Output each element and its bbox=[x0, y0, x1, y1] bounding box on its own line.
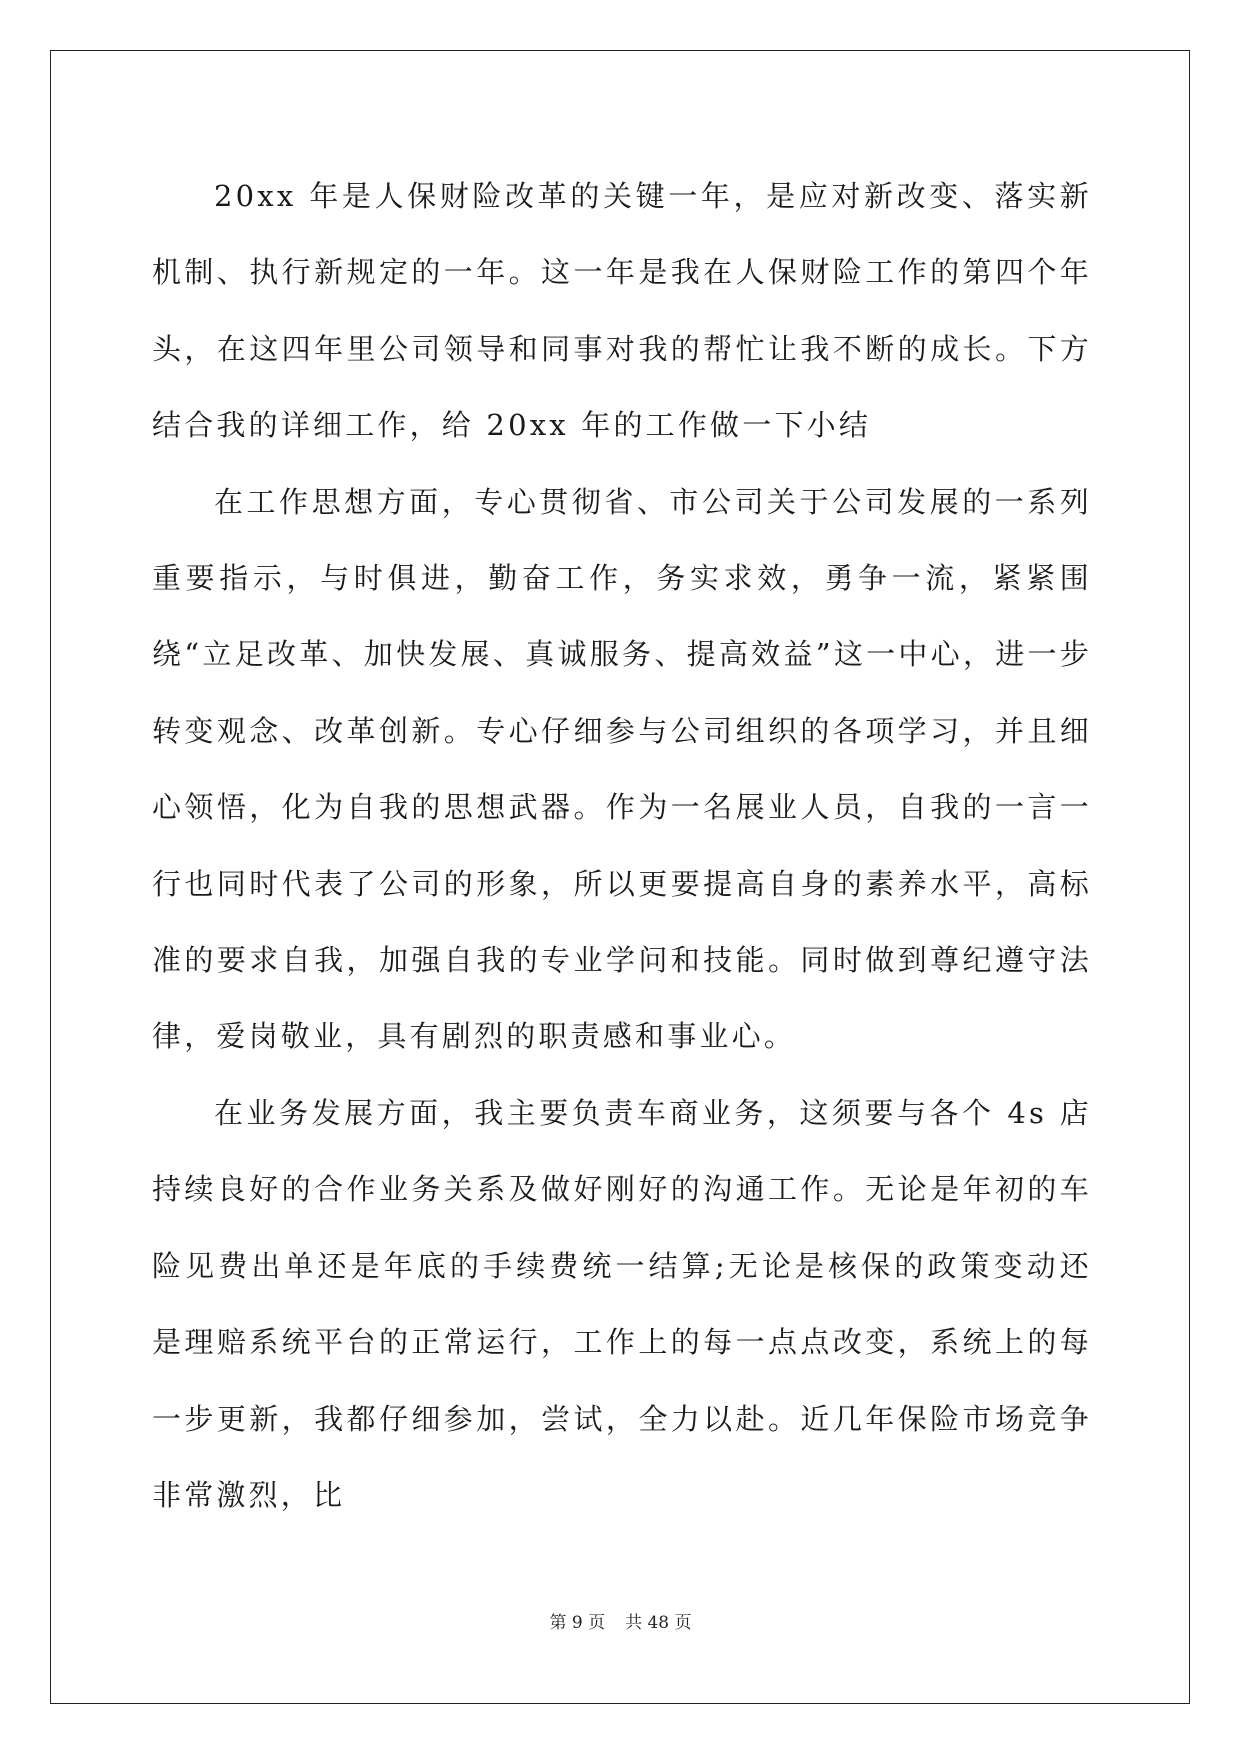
paragraph-2: 在工作思想方面，专心贯彻省、市公司关于公司发展的一系列重要指示，与时俱进，勤奋工作，务实求效，勇争一流，紧紧围绕“立足改革、加快发展、真诚服务、提高效益”这一中心，进一步转变观念、改革创新。专心仔细参与公司组织的各项学习，并且细心领悟，化为自我的思想武器。作为一名展业人员，自我的一言一行也同时代表了公司的形象，所以更要提高自身的素养水平，高标准的要求自我，加强自我的专业学问和技能。同时做到尊纪遵守法律，爱岗敬业，具有剧烈的职责感和事业心。 bbox=[152, 484, 1092, 1054]
document-body bbox=[152, 158, 1092, 1533]
page-number: 第 9 页 bbox=[549, 1613, 606, 1633]
paragraph-1: 20xx 年是人保财险改革的关键一年，是应对新改变、落实新机制、执行新规定的一年。这一年是我在人保财险工作的第四个年头，在这四年里公司领导和同事对我的帮忙让我不断的成长。下方结合我的详细工作，给 20xx 年的工作做一下小结 bbox=[152, 179, 1092, 443]
paragraph-3: 在业务发展方面，我主要负责车商业务，这须要与各个 4s 店持续良好的合作业务关系及做好刚好的沟通工作。无论是年初的车险见费出单还是年底的手续费统一结算;无论是核保的政策变动还是理赔系统平台的正常运行，工作上的每一点点改变，系统上的每一步更新，我都仔细参加，尝试，全力以赴。近几年保险市场竞争非常激烈，比 bbox=[152, 1095, 1092, 1512]
page-footer bbox=[0, 1608, 1241, 1633]
page-total: 共 48 页 bbox=[625, 1613, 692, 1633]
